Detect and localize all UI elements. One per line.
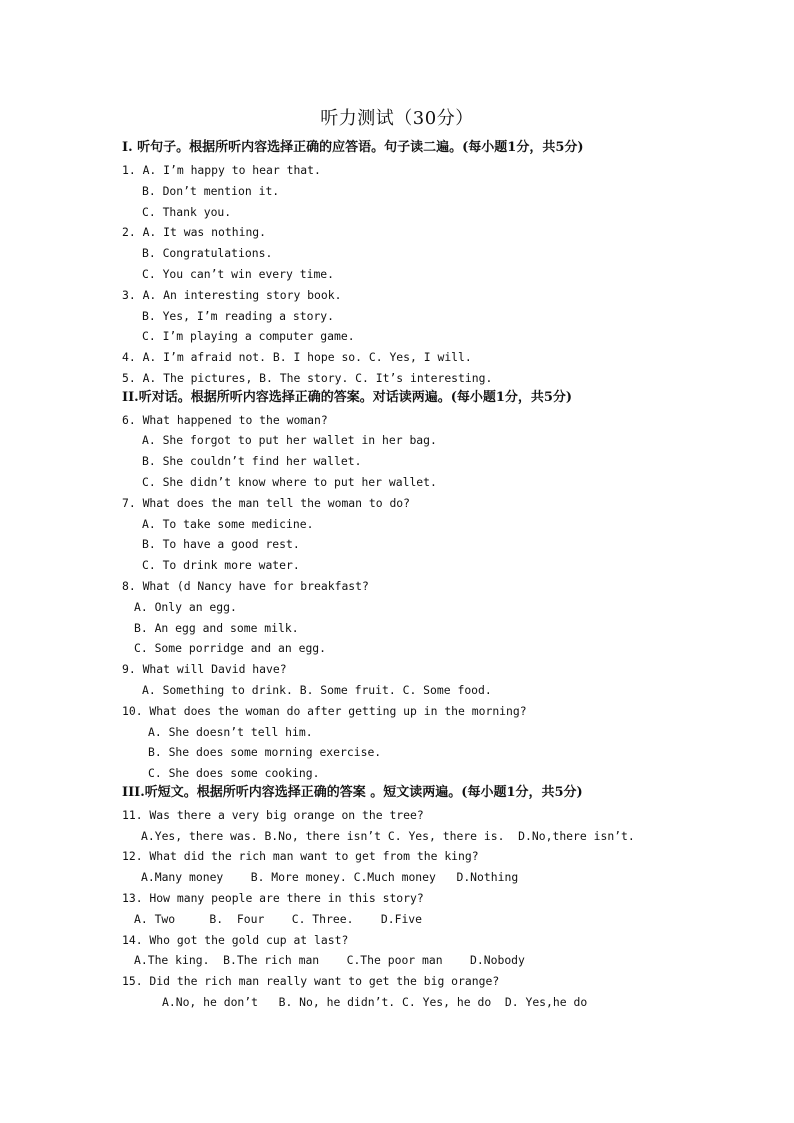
question-line: 10. What does the woman do after getting up in the morning? bbox=[122, 704, 527, 718]
question-line: A.Yes, there was. B.No, there isn’t C. Yes, there is. D.No,there isn’t. bbox=[141, 829, 635, 843]
question-line: C. You can’t win every time. bbox=[142, 267, 335, 281]
question-line: A.The king. B.The rich man C.The poor man D.Nobody bbox=[134, 953, 525, 967]
question-line: A. She doesn’t tell him. bbox=[148, 725, 313, 739]
question-line: 14. Who got the gold cup at last? bbox=[122, 933, 349, 947]
question-line: A. Only an egg. bbox=[134, 600, 237, 614]
question-line: A. She forgot to put her wallet in her bag. bbox=[142, 433, 437, 447]
question-line: A.Many money B. More money. C.Much money D.Nothing bbox=[141, 870, 519, 884]
question-line: A. To take some medicine. bbox=[142, 517, 314, 531]
question-line: B. To have a good rest. bbox=[142, 537, 300, 551]
question-line: B. Don’t mention it. bbox=[142, 184, 280, 198]
question-line: B. Yes, I’m reading a story. bbox=[142, 309, 335, 323]
question-line: A. Two B. Four C. Three. D.Five bbox=[134, 912, 423, 926]
question-line: 15. Did the rich man really want to get the big orange? bbox=[122, 974, 500, 988]
section-heading: III.听短文。根据所听内容选择正确的答案 。短文读两遍。(每小题1分，共5分) bbox=[122, 785, 583, 800]
question-line: 1. A. I’m happy to hear that. bbox=[122, 163, 321, 177]
question-line: C. To drink more water. bbox=[142, 558, 300, 572]
question-line: C. Some porridge and an egg. bbox=[134, 641, 327, 655]
question-line: 12. What did the rich man want to get from the king? bbox=[122, 849, 479, 863]
question-line: 11. Was there a very big orange on the tree? bbox=[122, 808, 424, 822]
question-line: 13. How many people are there in this story? bbox=[122, 891, 424, 905]
question-line: 4. A. I’m afraid not. B. I hope so. C. Yes, I will. bbox=[122, 350, 472, 364]
question-line: 5. A. The pictures, B. The story. C. It’s interesting. bbox=[122, 371, 493, 385]
question-line: 9. What will David have? bbox=[122, 662, 287, 676]
question-line: 2. A. It was nothing. bbox=[122, 225, 267, 239]
question-line: B. She couldn’t find her wallet. bbox=[142, 454, 362, 468]
question-line: 6. What happened to the woman? bbox=[122, 413, 328, 427]
question-line: 8. What (d Nancy have for breakfast? bbox=[122, 579, 369, 593]
question-line: B. She does some morning exercise. bbox=[148, 745, 382, 759]
question-line: C. She didn’t know where to put her wallet. bbox=[142, 475, 437, 489]
question-line: B. Congratulations. bbox=[142, 246, 273, 260]
section-heading: I. 听句子。根据所听内容选择正确的应答语。句子读二遍。(每小题1分，共5分) bbox=[122, 140, 584, 155]
page-title: 听力测试（30分） bbox=[320, 108, 474, 129]
question-line: A.No, he don’t B. No, he didn’t. C. Yes, he do D. Yes,he do bbox=[162, 995, 588, 1009]
question-line: 7. What does the man tell the woman to do? bbox=[122, 496, 411, 510]
question-line: C. She does some cooking. bbox=[148, 766, 320, 780]
question-line: C. I’m playing a computer game. bbox=[142, 329, 355, 343]
question-line: B. An egg and some milk. bbox=[134, 621, 299, 635]
question-line: 3. A. An interesting story book. bbox=[122, 288, 342, 302]
question-line: C. Thank you. bbox=[142, 205, 232, 219]
question-line: A. Something to drink. B. Some fruit. C. Some food. bbox=[142, 683, 492, 697]
section-heading: II.听对话。根据所听内容选择正确的答案。对话读两遍。(每小题1分，共5分) bbox=[122, 390, 573, 405]
